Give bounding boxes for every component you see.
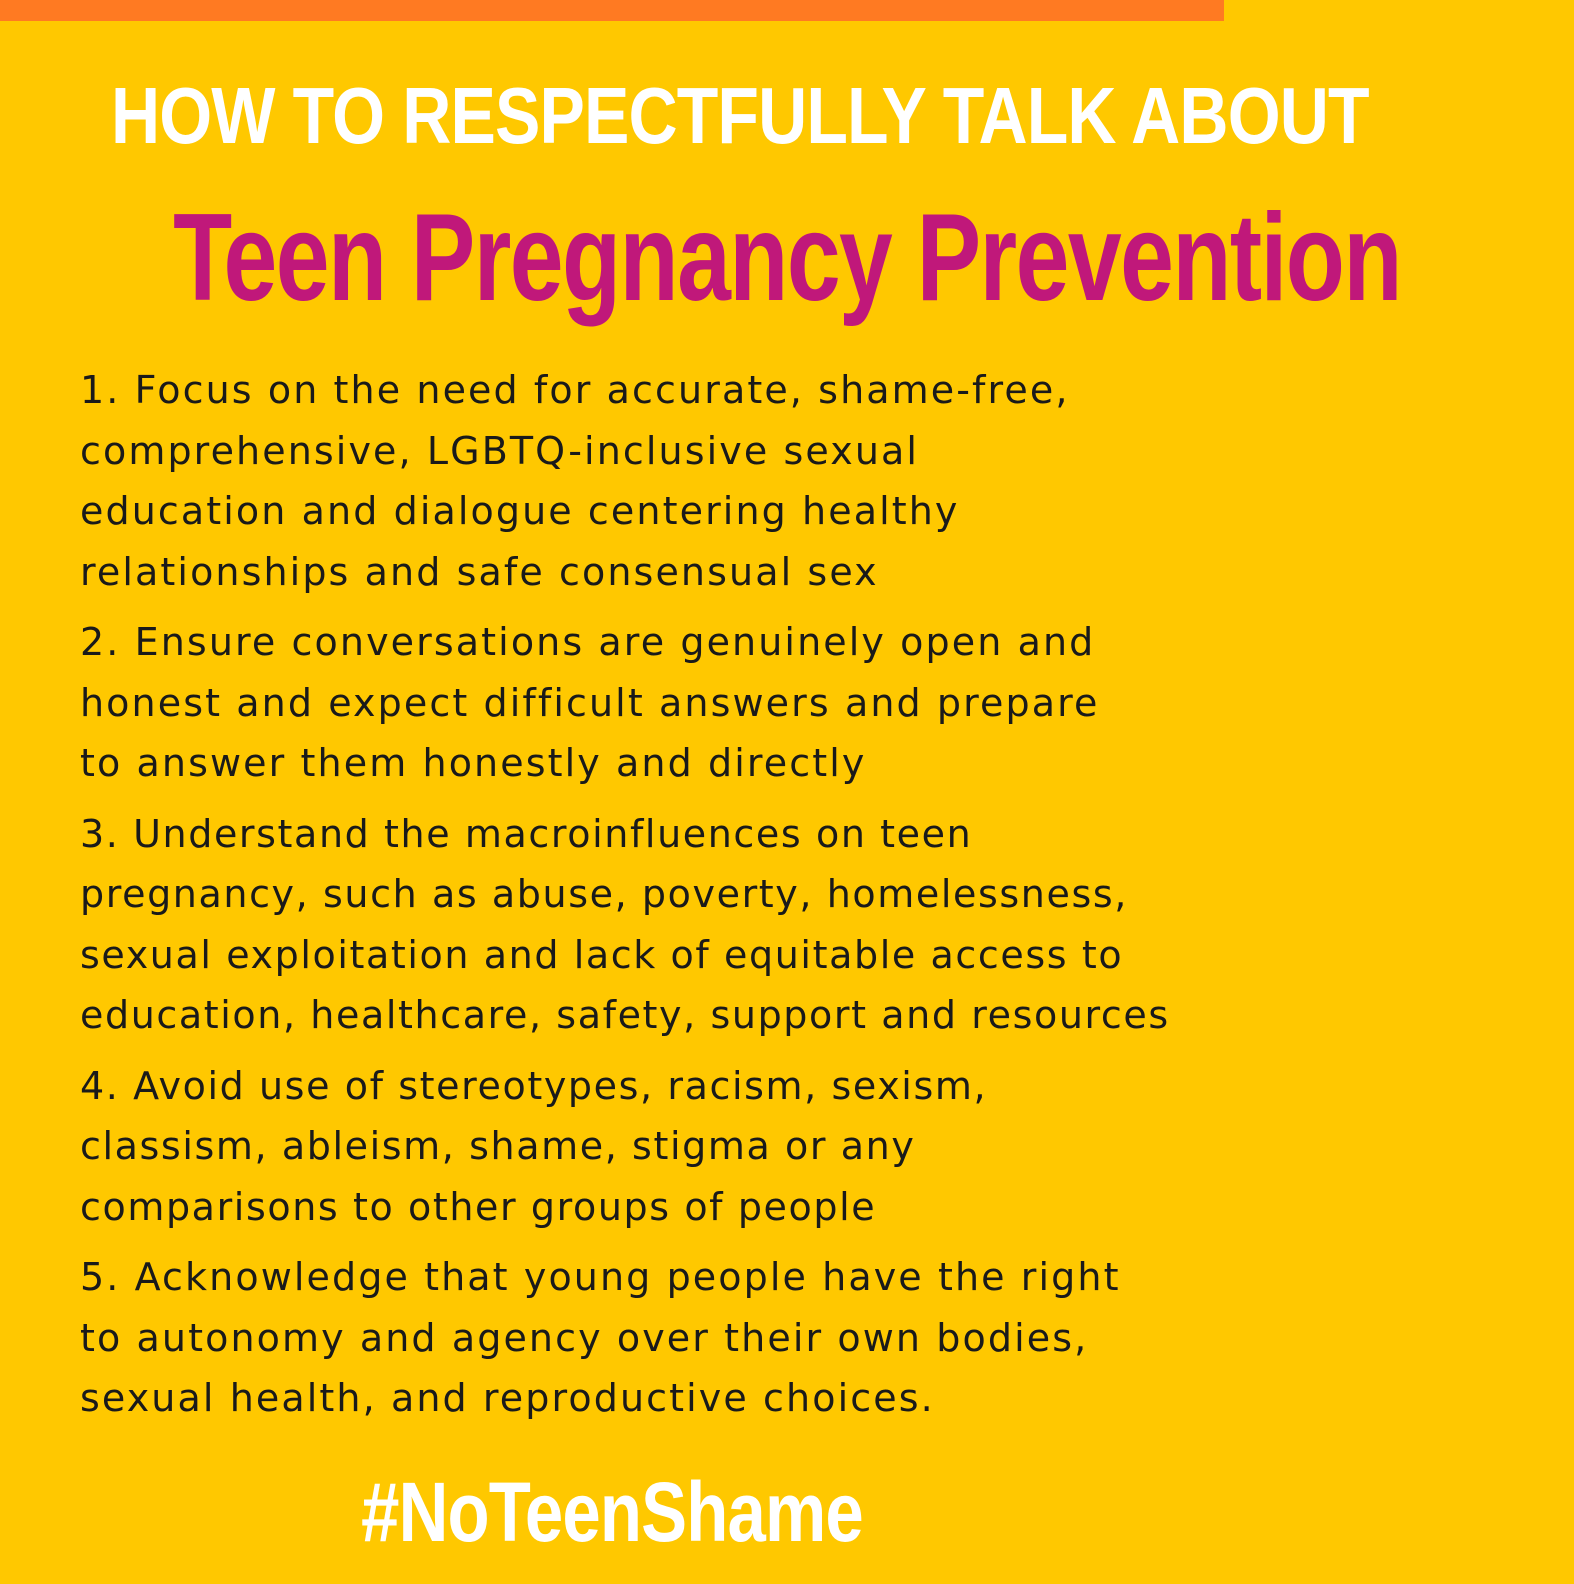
footer-hashtag-text: #NoTeenShame (361, 1465, 863, 1559)
tip-item-1: 1. Focus on the need for accurate, shame-free, comprehensive, LGBTQ-inclusive sexual education and dialogue centering healthy relationships and safe consensual sex (80, 368, 1070, 594)
tip-item-2: 2. Ensure conversations are genuinely open and honest and expect difficult answers and prepare to answer them honestly and directly (80, 620, 1100, 785)
tip-item-5: 5. Acknowledge that young people have the right to autonomy and agency over their own bodies, sexual health, and reproductive choices. (80, 1255, 1121, 1420)
footer-hashtag (0, 1462, 1224, 1562)
top-accent-bar (0, 0, 1224, 21)
page-title-text: Teen Pregnancy Prevention (173, 189, 1401, 327)
tip-item-4: 4. Avoid use of stereotypes, racism, sexism, classism, ableism, shame, stigma or any comparisons to other groups of people (80, 1063, 988, 1229)
tip-item-3: 3. Understand the macroinfluences on teen pregnancy, such as abuse, poverty, homelessness, sexual exploitation and lack of equitable access to education, healthcare, safety, support and resources (80, 811, 1170, 1037)
page-heading-text: HOW TO RESPECTFULLY TALK ABOUT (110, 71, 1369, 160)
tips-list (80, 360, 1190, 1439)
page-title (0, 188, 1401, 328)
page-heading (0, 66, 1369, 166)
